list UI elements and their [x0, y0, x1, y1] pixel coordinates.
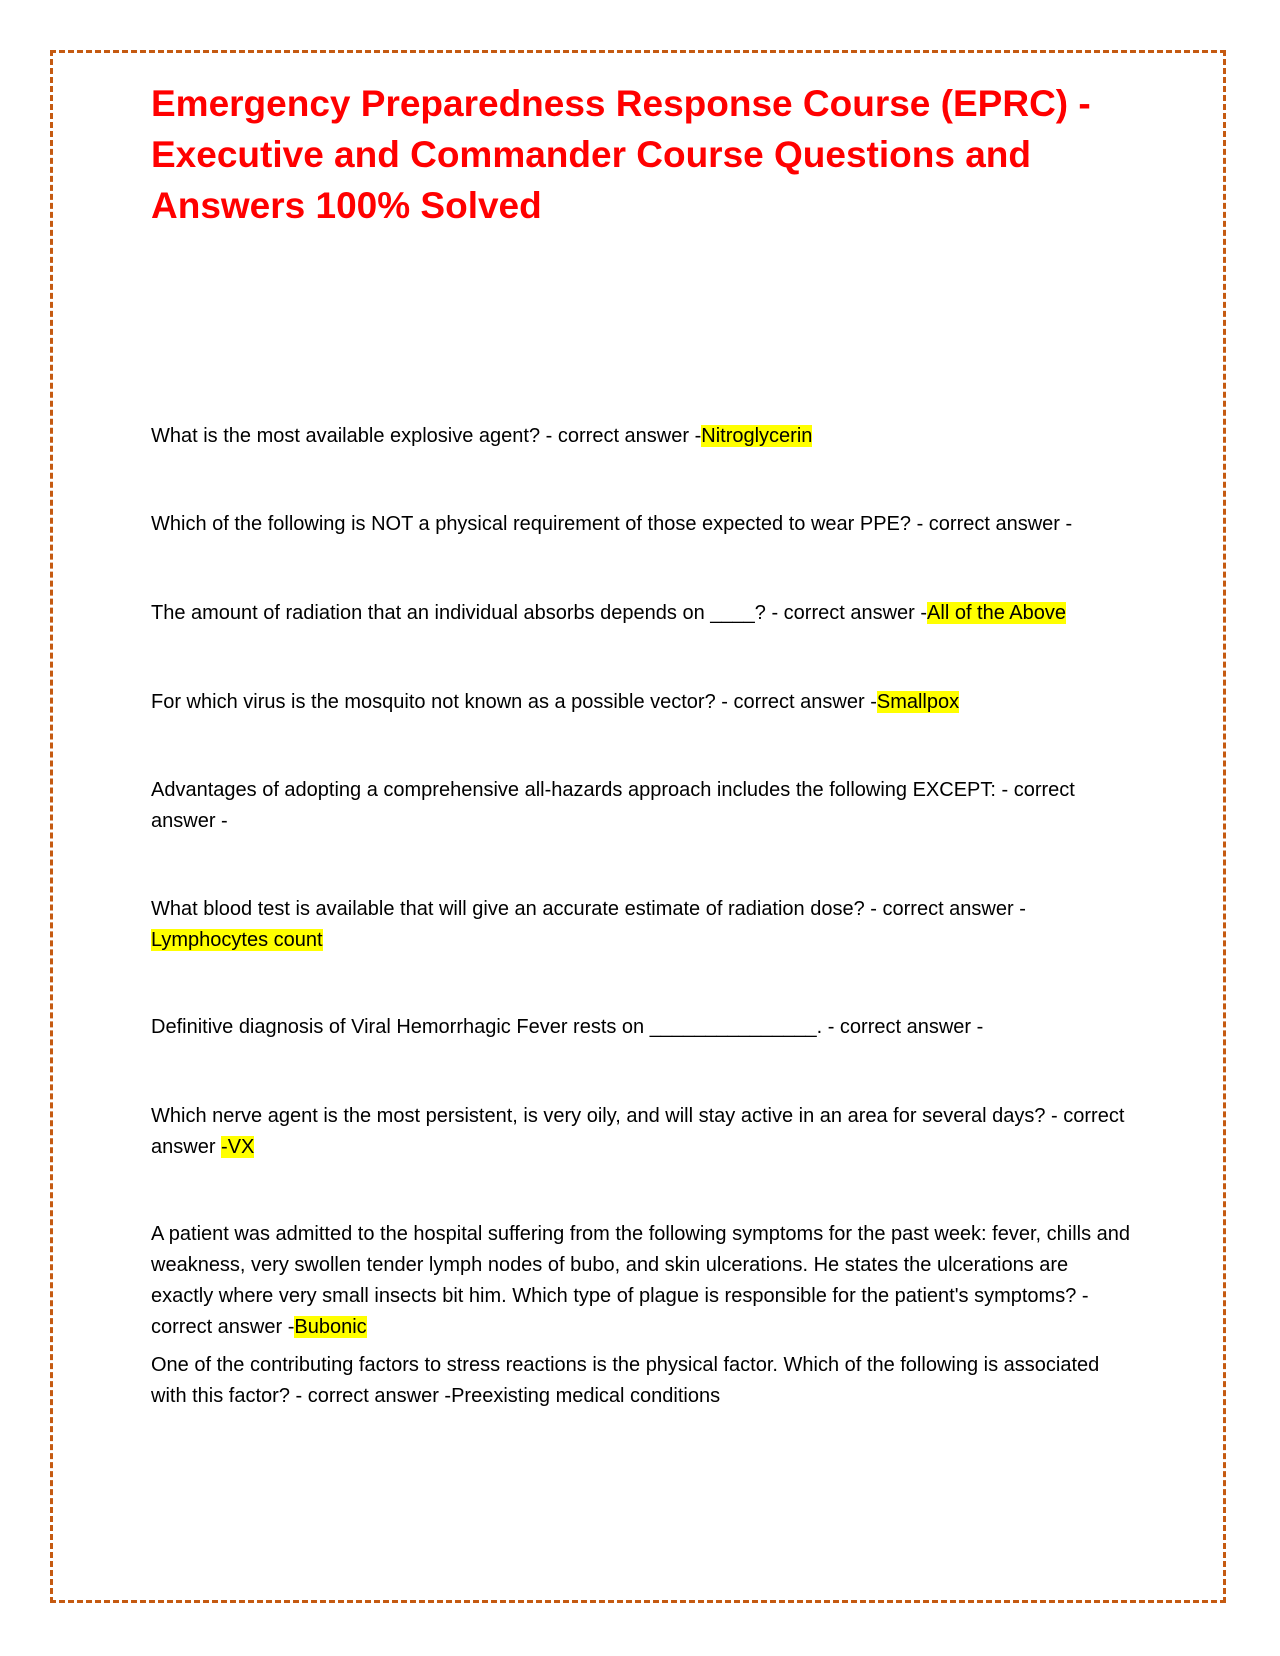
qa-item [151, 687, 1131, 718]
qa-item [151, 1101, 1131, 1163]
answer-text: Bubonic [294, 1316, 367, 1338]
question-text: A patient was admitted to the hospital suffering from the following symptoms for the past week: fever, chills and weakness, very swollen tender lymph nodes of bubo, and skin ulcerations. He states the ulcerations are exactly where very small insects bit him. Which type of plague is responsible for the patient's symptoms? - correct answer - [151, 1223, 1131, 1338]
answer-text: All of the Above [927, 602, 1067, 624]
answer-text: Lymphocytes count [151, 929, 323, 951]
answer-text: Nitroglycerin [701, 425, 813, 447]
question-text: For which virus is the mosquito not known as a possible vector? - correct answer - [151, 691, 877, 713]
answer-text: -VX [221, 1136, 255, 1158]
qa-item [151, 894, 1131, 956]
question-text: Definitive diagnosis of Viral Hemorrhagic Fever rests on _______________. - correct answer - [151, 1016, 984, 1038]
answer-text: Preexisting medical conditions [451, 1385, 721, 1407]
question-text: The amount of radiation that an individual absorbs depends on ____? - correct answer - [151, 602, 928, 624]
question-text: One of the contributing factors to stress reactions is the physical factor. Which of the following is associated with this factor? - correct answer - [151, 1354, 1100, 1407]
question-text: Advantages of adopting a comprehensive all-hazards approach includes the following EXCEPT: - correct answer - [151, 779, 1075, 832]
qa-item [151, 1219, 1131, 1343]
question-text: Which of the following is NOT a physical requirement of those expected to wear PPE? - correct answer - [151, 513, 1073, 535]
question-text: What is the most available explosive agent? - correct answer - [151, 425, 702, 447]
qa-item [151, 1012, 1131, 1043]
qa-item [151, 598, 1131, 629]
question-text: Which nerve agent is the most persistent, is very oily, and will stay active in an area for several days? - correct answer [151, 1105, 1125, 1158]
qa-item [151, 509, 1131, 540]
qa-item [151, 775, 1131, 837]
qa-item [151, 1350, 1131, 1412]
qa-item [151, 421, 1131, 452]
question-text: What blood test is available that will give an accurate estimate of radiation dose? - correct answer - [151, 898, 1026, 920]
answer-text: Smallpox [876, 691, 960, 713]
document-title: Emergency Preparedness Response Course (EPRC) - Executive and Commander Course Questions and Answers 100% Solved [151, 83, 1091, 226]
